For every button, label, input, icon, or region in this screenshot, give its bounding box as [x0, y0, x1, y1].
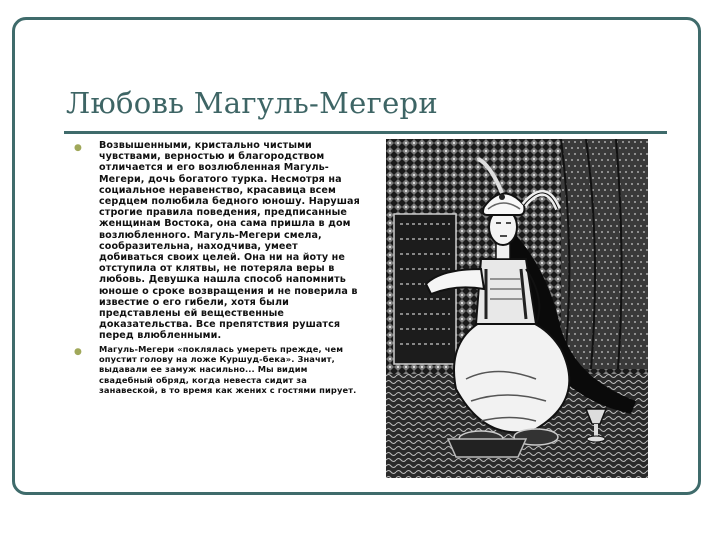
- bullet-text: Магуль-Мегери «поклялась умереть прежде, чем опустит голову на ложе Куршуд-бека». Значит, выдавали ее замуж насильно... Мы видим свадебный обряд, когда невеста сидит за занавеской, в то время как жених с гостями пирует.: [99, 343, 357, 395]
- bullet-item: [72, 344, 362, 395]
- bullet-dot-icon: ●: [74, 143, 82, 153]
- bullet-dot-icon: ●: [74, 346, 82, 357]
- slide-title: Любовь Магуль-Мегери: [66, 86, 439, 120]
- bullet-item: [72, 140, 362, 342]
- bullet-text: Возвышенными, кристально чистыми чувствами, верностью и благородством отличается и его возлюбленная Магуль-Мегери, дочь богатого турка. Несмотря на социальное неравенство, красавица всем сердцем полюбила бедного юношу. Нарушая строгие правила поведения, предписанные женщинам Востока, она сама пришла в дом возлюбленного. Магуль-Мегери смела, сообразительна, находчива, умеет добиваться своих целей. Она ни на йоту не отступила от клятвы, не потеряла веры в любовь. Девушка нашла способ напомнить юноше о сроке возвращения и не поверила в известие о его гибели, хотя были представлены ей вещественные доказательства. Все препятствия рушатся перед влюбленными.: [99, 140, 360, 342]
- title-divider: [64, 131, 667, 134]
- bullet-list: [72, 140, 362, 397]
- woman-in-turban-illustration-icon: [386, 139, 648, 478]
